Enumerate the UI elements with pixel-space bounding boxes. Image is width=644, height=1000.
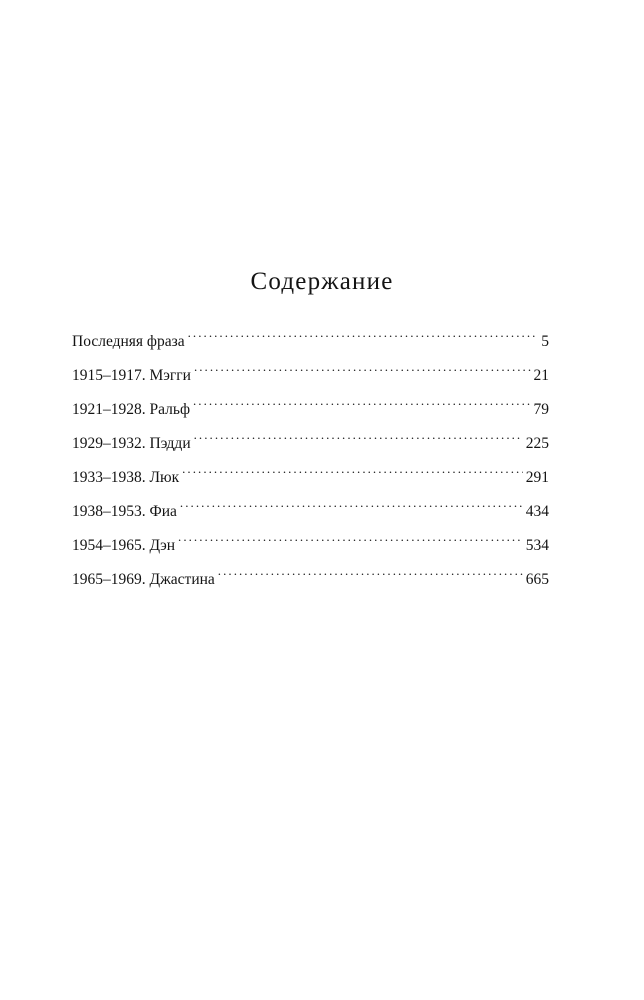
toc-title: Содержание: [250, 268, 394, 295]
toc-entry-page: 534: [525, 537, 549, 554]
toc-entry-label: 1938–1953. Фиа: [72, 503, 177, 520]
toc-entry[interactable]: [72, 388, 549, 422]
toc-entry[interactable]: [72, 558, 549, 592]
toc-entry-label: 1965–1969. Джастина: [72, 571, 215, 588]
toc-entry-page: 21: [533, 367, 549, 384]
toc-entry-label: 1921–1928. Ральф: [72, 401, 190, 418]
toc-entry-label: 1915–1917. Мэгги: [72, 367, 191, 384]
toc-dot-leader: [193, 388, 531, 414]
toc-entry[interactable]: [72, 456, 549, 490]
toc-entry[interactable]: [72, 354, 549, 388]
toc-dot-leader: [218, 558, 523, 584]
toc-dot-leader: [180, 490, 523, 516]
toc-entry-label: Последняя фраза: [72, 333, 185, 350]
toc-dot-leader: [194, 422, 523, 448]
toc-dot-leader: [182, 456, 523, 482]
toc-entry-page: 79: [533, 401, 549, 418]
toc-entry-page: 225: [525, 435, 549, 452]
toc-entry-label: 1933–1938. Люк: [72, 469, 180, 486]
toc-entry[interactable]: [72, 524, 549, 558]
toc-entry-page: 5: [541, 333, 549, 350]
toc-dot-leader: [194, 354, 531, 380]
toc-dot-leader: [178, 524, 523, 550]
toc-entry-page: 291: [525, 469, 549, 486]
toc-dot-leader: [188, 320, 539, 346]
toc-entry[interactable]: [72, 320, 549, 354]
toc-list: [72, 320, 549, 592]
toc-entry-label: 1954–1965. Дэн: [72, 537, 176, 554]
toc-entry-page: 434: [525, 503, 549, 520]
toc-entry[interactable]: [72, 422, 549, 456]
toc-entry-page: 665: [525, 571, 549, 588]
toc-entry-label: 1929–1932. Пэдди: [72, 435, 191, 452]
toc-entry[interactable]: [72, 490, 549, 524]
